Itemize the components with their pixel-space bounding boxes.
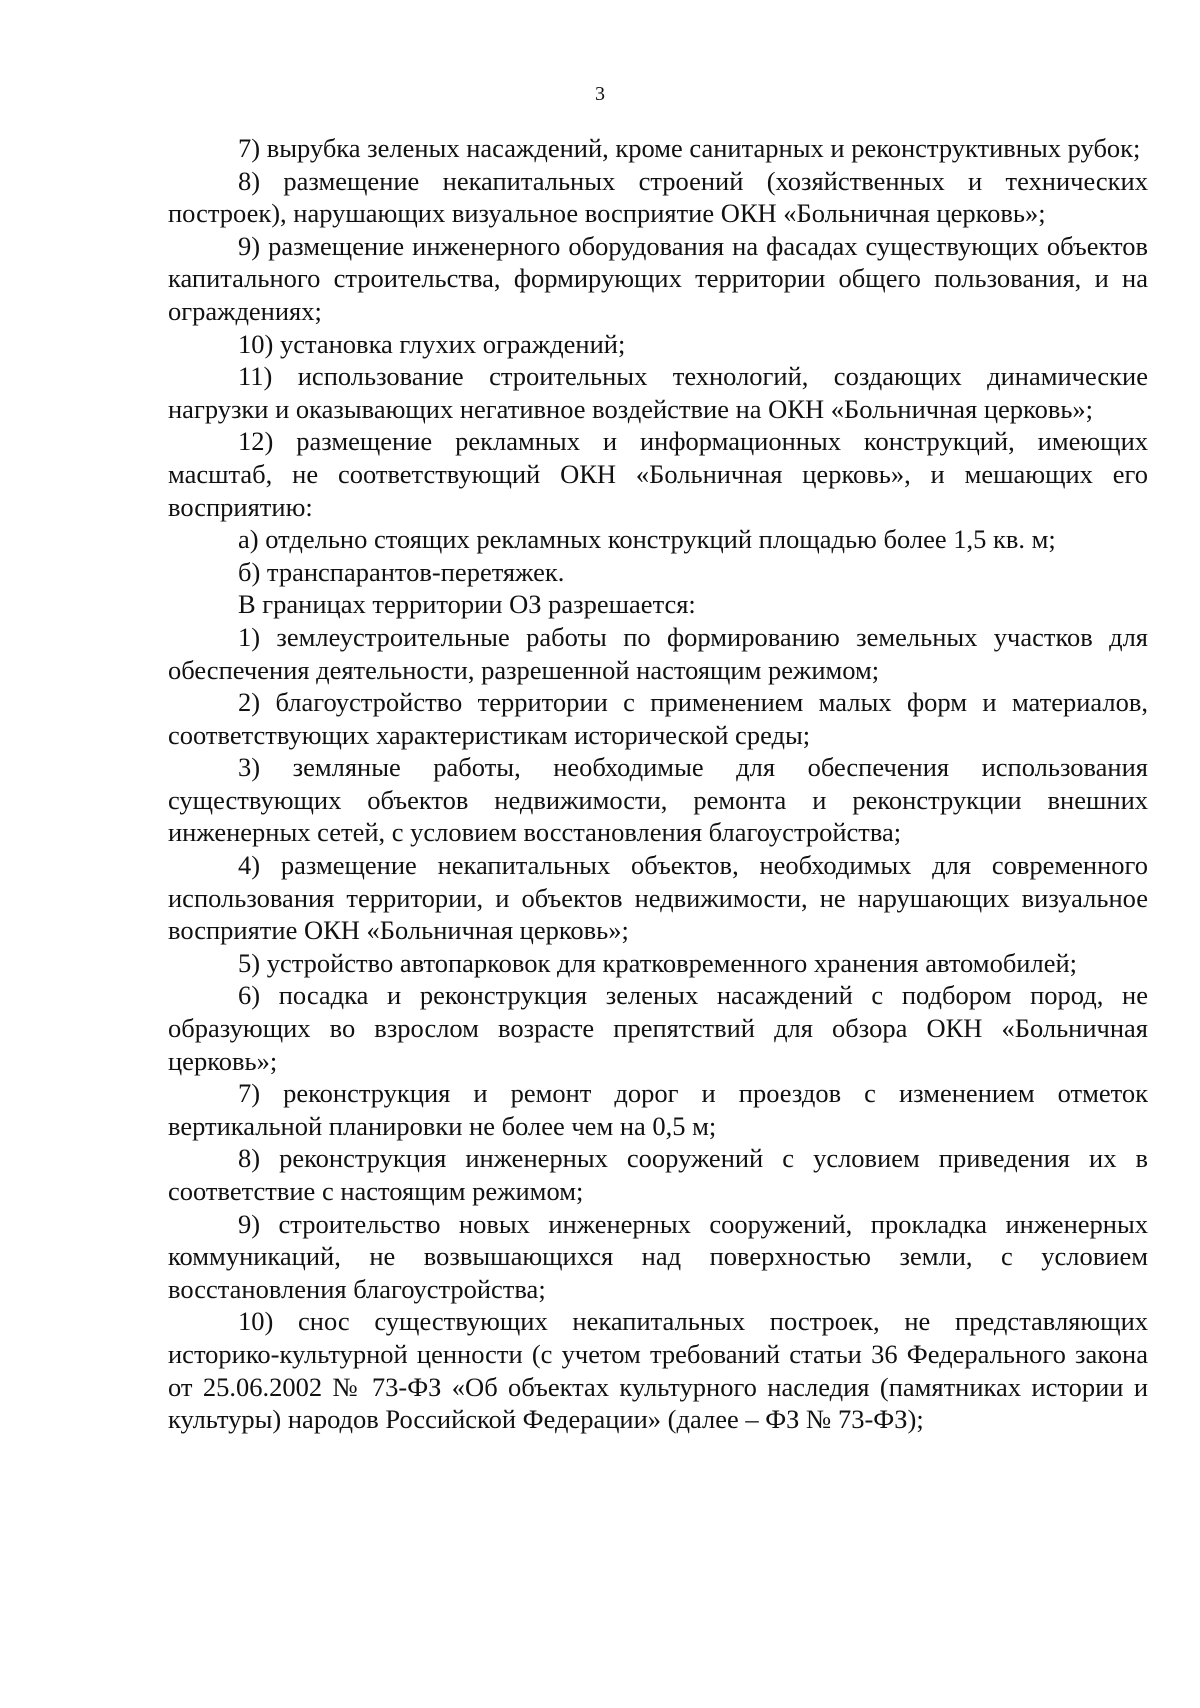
paragraph-prohibited-8: 8) размещение некапитальных строений (хозяйственных и технических построек), нарушающих визуальное восприятие ОКН «Больничная церковь»; (168, 165, 1148, 229)
paragraph-prohibited-10: 10) установка глухих ограждений; (238, 328, 626, 359)
section-heading-permitted: В границах территории ОЗ разрешается: (238, 589, 696, 620)
paragraph-permitted-2: 2) благоустройство территории с применением малых форм и материалов, соответствующих характеристикам исторической среды; (168, 687, 1148, 750)
paragraph-permitted-1: 1) землеустроительные работы по формированию земельных участков для обеспечения деятельности, разрешенной настоящим режимом; (168, 621, 1148, 685)
paragraph-subitem-a: а) отдельно стоящих рекламных конструкций площадью более 1,5 кв. м; (238, 524, 1056, 555)
paragraph-prohibited-11: 11) использование строительных технологий, создающих динамические нагрузки и оказывающих негативное воздействие на ОКН «Больничная церковь»; (168, 361, 1148, 424)
document-body (168, 132, 1148, 1436)
paragraph-permitted-10: 10) снос существующих некапитальных построек, не представляющих историко-культурной ценности (с учетом требований статьи 36 Федерального закона от 25.06.2002 № 73-ФЗ «Об объектах культурного наследия (памятниках истории и культуры) народов Российской Федерации» (далее – ФЗ № 73-ФЗ); (168, 1306, 1148, 1435)
paragraph-permitted-3: 3) земляные работы, необходимые для обеспечения использования существующих объектов недвижимости, ремонта и реконструкции внешних инженерных сетей, с условием восстановления благоустройства; (168, 752, 1148, 848)
paragraph-prohibited-12: 12) размещение рекламных и информационных конструкций, имеющих масштаб, не соответствующий ОКН «Больничная церковь», и мешающих его восприятию: (168, 426, 1148, 522)
paragraph-permitted-4: 4) размещение некапитальных объектов, необходимых для современного использования территории, и объектов недвижимости, не нарушающих визуальное восприятие ОКН «Больничная церковь»; (168, 850, 1148, 946)
paragraph-permitted-9: 9) строительство новых инженерных сооружений, прокладка инженерных коммуникаций, не возвышающихся над поверхностью земли, с условием восстановления благоустройства; (168, 1208, 1148, 1304)
paragraph-permitted-7: 7) реконструкция и ремонт дорог и проездов с изменением отметок вертикальной планировки не более чем на 0,5 м; (168, 1078, 1148, 1141)
paragraph-permitted-8: 8) реконструкция инженерных сооружений с условием приведения их в соответствие с настоящим режимом; (168, 1143, 1148, 1206)
paragraph-prohibited-7: 7) вырубка зеленых насаждений, кроме санитарных и реконструктивных рубок; (238, 133, 1141, 163)
paragraph-prohibited-9: 9) размещение инженерного оборудования на фасадах существующих объектов капитального строительства, формирующих территории общего пользования, и на ограждениях; (168, 230, 1148, 326)
paragraph-subitem-b: б) транспарантов-перетяжек. (238, 556, 565, 587)
page-number: 3 (595, 83, 605, 105)
paragraph-permitted-6: 6) посадка и реконструкция зеленых насаждений с подбором пород, не образующих во взрослом возрасте препятствий для обзора ОКН «Больничная церковь»; (168, 980, 1148, 1076)
paragraph-permitted-5: 5) устройство автопарковок для кратковременного хранения автомобилей; (238, 947, 1078, 978)
